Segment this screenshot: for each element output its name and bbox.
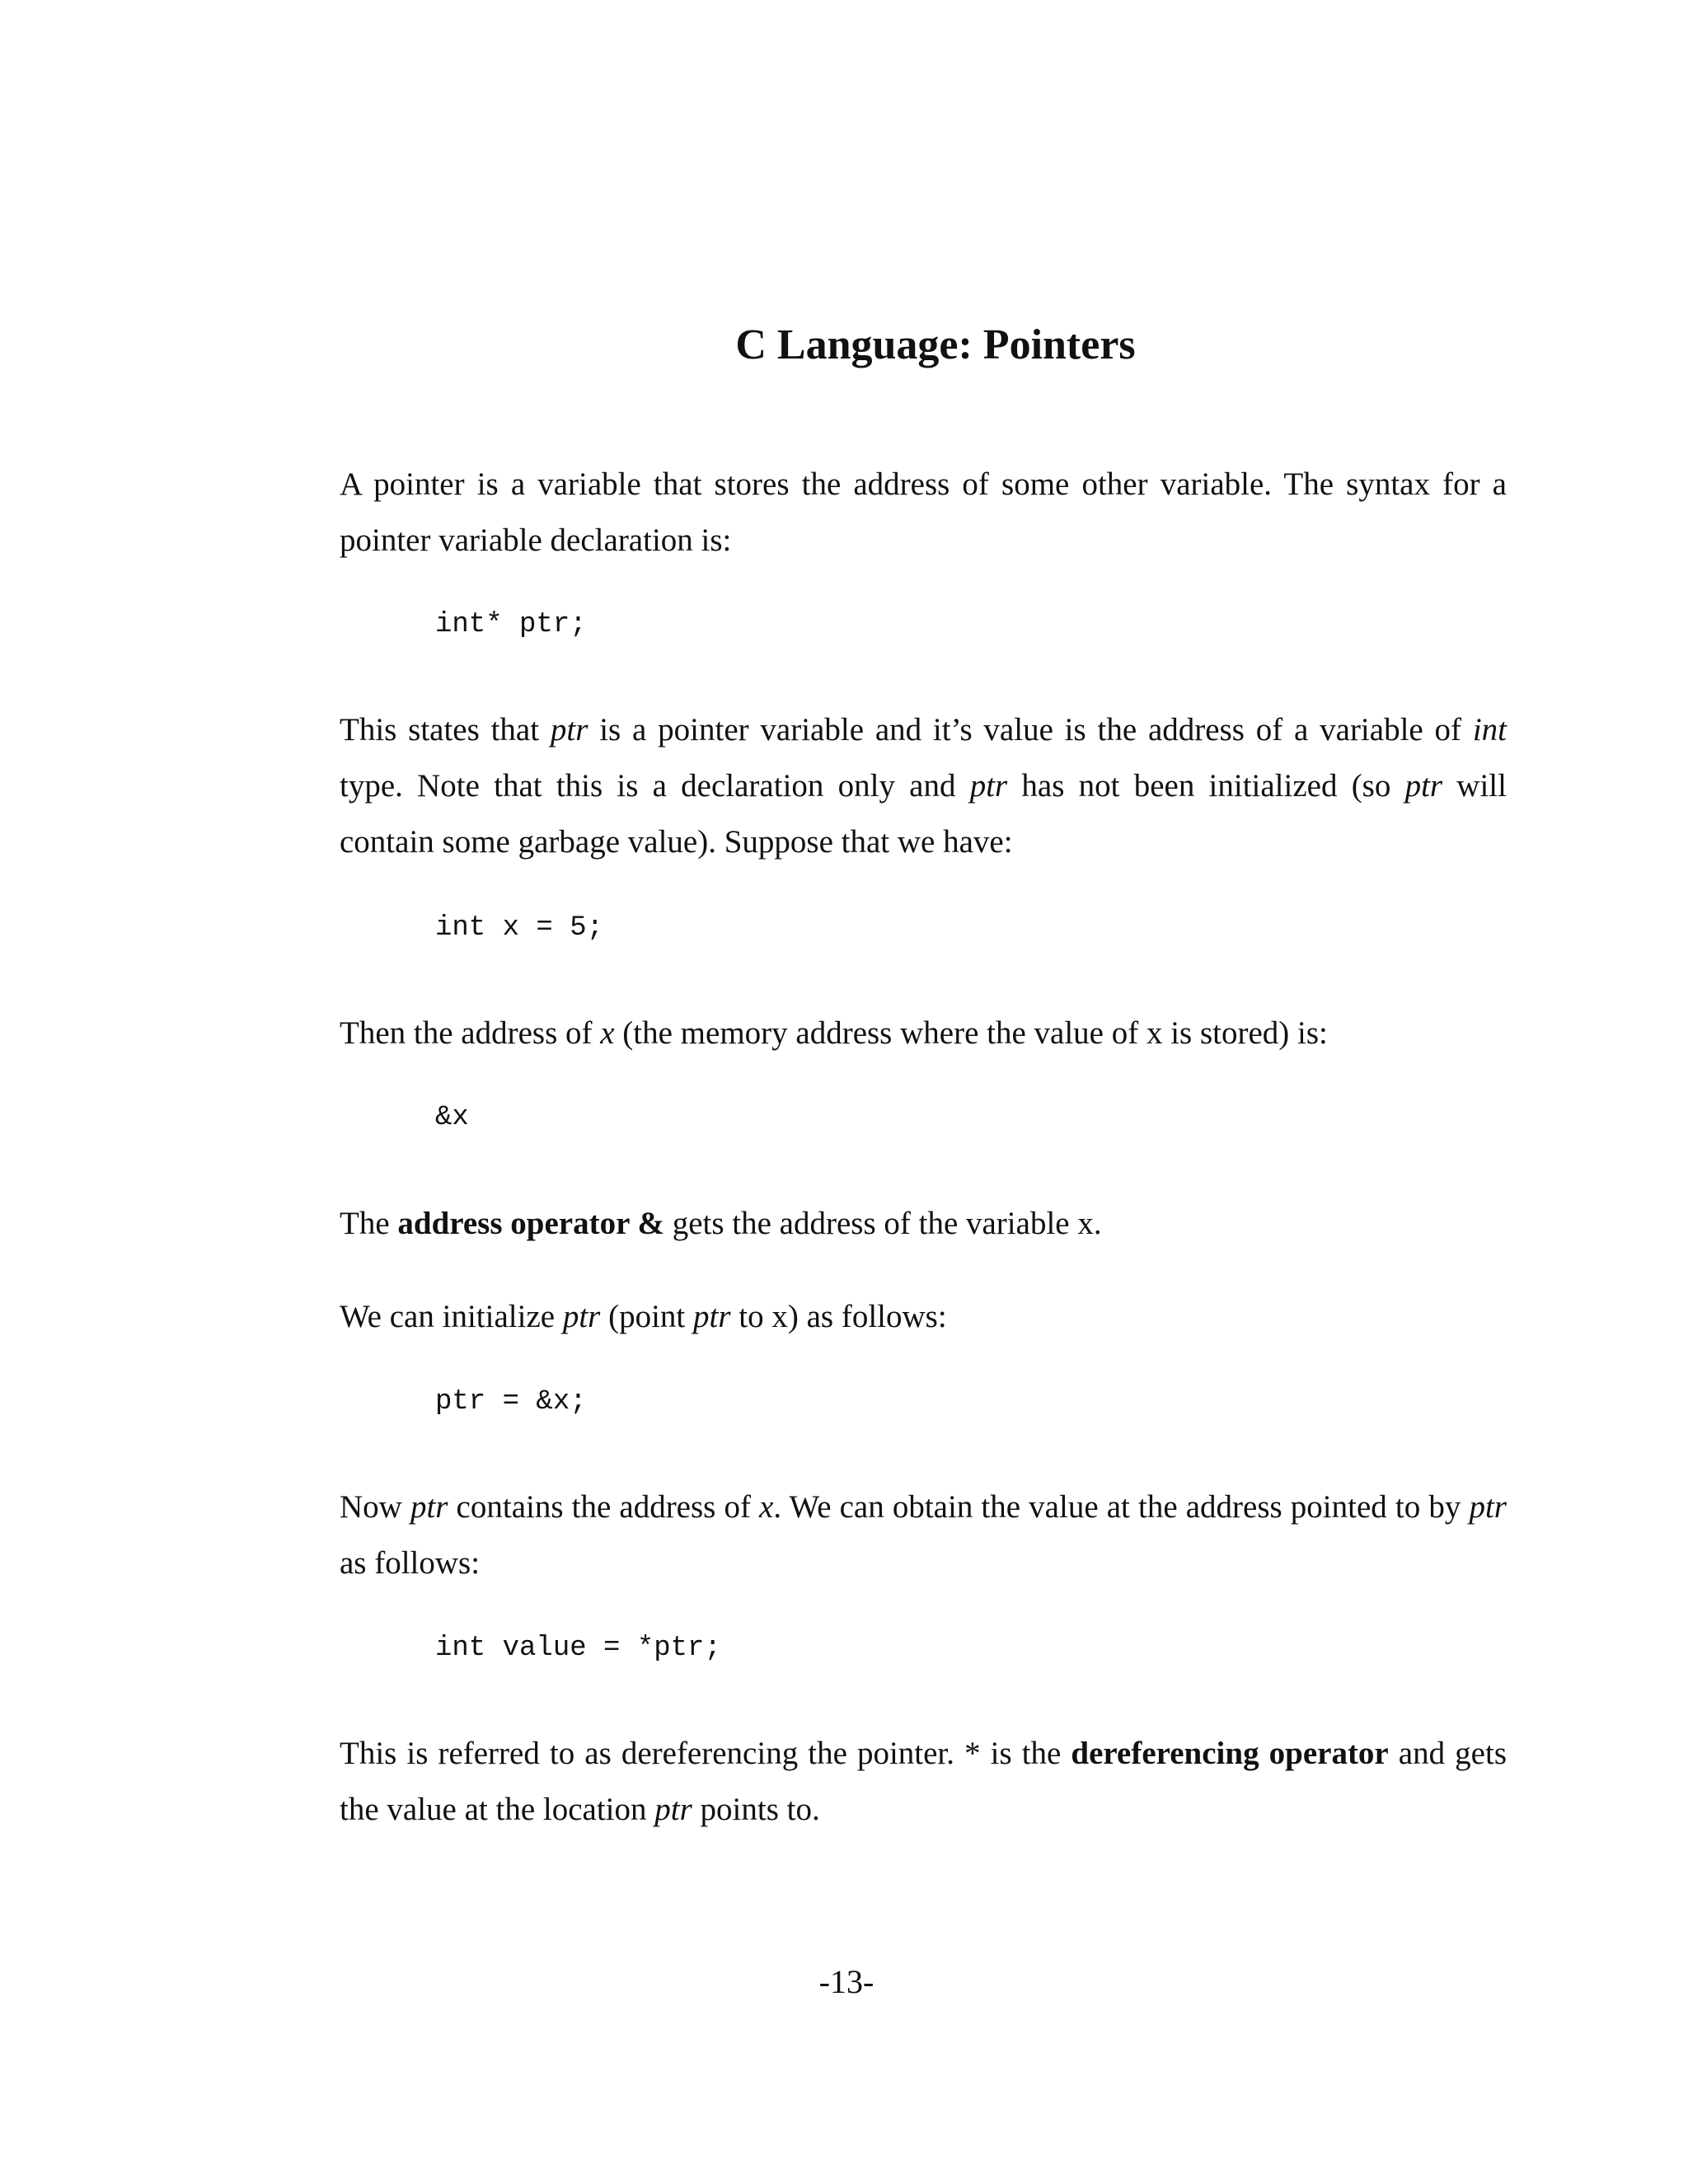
text: This states that (340, 712, 551, 748)
text: (point (600, 1299, 693, 1334)
text: (the memory address where the value of x is stored) is: (614, 1015, 1328, 1051)
text: to x) as follows: (730, 1299, 947, 1334)
text: gets the address of the variable x. (663, 1206, 1102, 1241)
text: The (340, 1206, 398, 1241)
italic-term: ptr (410, 1489, 448, 1525)
paragraph-initialize-pointer (340, 1289, 1507, 1345)
italic-term: x (600, 1015, 615, 1051)
text: Now (340, 1489, 410, 1525)
italic-term: ptr (1469, 1489, 1507, 1525)
code-address-expression: &x (435, 1102, 469, 1133)
bold-term: address operator & (397, 1206, 664, 1241)
code-int-declaration: int x = 5; (435, 912, 604, 944)
italic-term: ptr (654, 1792, 692, 1827)
code-pointer-assignment: ptr = &x; (435, 1386, 587, 1418)
text: and gets the value at the location (340, 1736, 1507, 1827)
text: is a pointer variable and it’s value is the address of a variable of (588, 712, 1473, 748)
text: We can initialize (340, 1299, 563, 1334)
code-dereference: int value = *ptr; (435, 1633, 721, 1664)
paragraph-address-of (340, 1005, 1507, 1062)
page-title: C Language: Pointers (735, 321, 1136, 368)
text: . We can obtain the value at the address pointed to by (773, 1489, 1470, 1525)
text: Then the address of (340, 1015, 601, 1051)
paragraph-address-operator (340, 1196, 1507, 1252)
text: as follows: (340, 1545, 481, 1581)
text: contains the address of (448, 1489, 760, 1525)
italic-term: ptr (693, 1299, 731, 1334)
italic-term: int (1472, 712, 1507, 748)
paragraph-pointer-definition (340, 457, 1507, 569)
italic-term: ptr (550, 712, 588, 748)
text: points to. (692, 1792, 820, 1827)
italic-term: x (759, 1489, 774, 1525)
text: has not been initialized (so (1007, 768, 1405, 804)
italic-term: ptr (562, 1299, 601, 1334)
bold-term: dereferencing operator (1071, 1736, 1389, 1771)
paragraph-pointer-explanation (340, 702, 1507, 870)
text: A pointer is a variable that stores the address of some other variable. The syntax for a pointer variable declaration is: (340, 466, 1507, 558)
paragraph-dereferencing (340, 1726, 1507, 1838)
text: type. Note that this is a declaration only and (340, 768, 970, 804)
code-pointer-declaration: int* ptr; (435, 609, 587, 640)
italic-term: ptr (1404, 768, 1443, 804)
paragraph-pointer-contains (340, 1479, 1507, 1591)
page-number: -13- (818, 1963, 874, 2000)
italic-term: ptr (969, 768, 1008, 804)
text: This is referred to as dereferencing the pointer. * is the (340, 1736, 1071, 1771)
text: will contain some garbage value). Suppose that we have: (340, 768, 1507, 860)
